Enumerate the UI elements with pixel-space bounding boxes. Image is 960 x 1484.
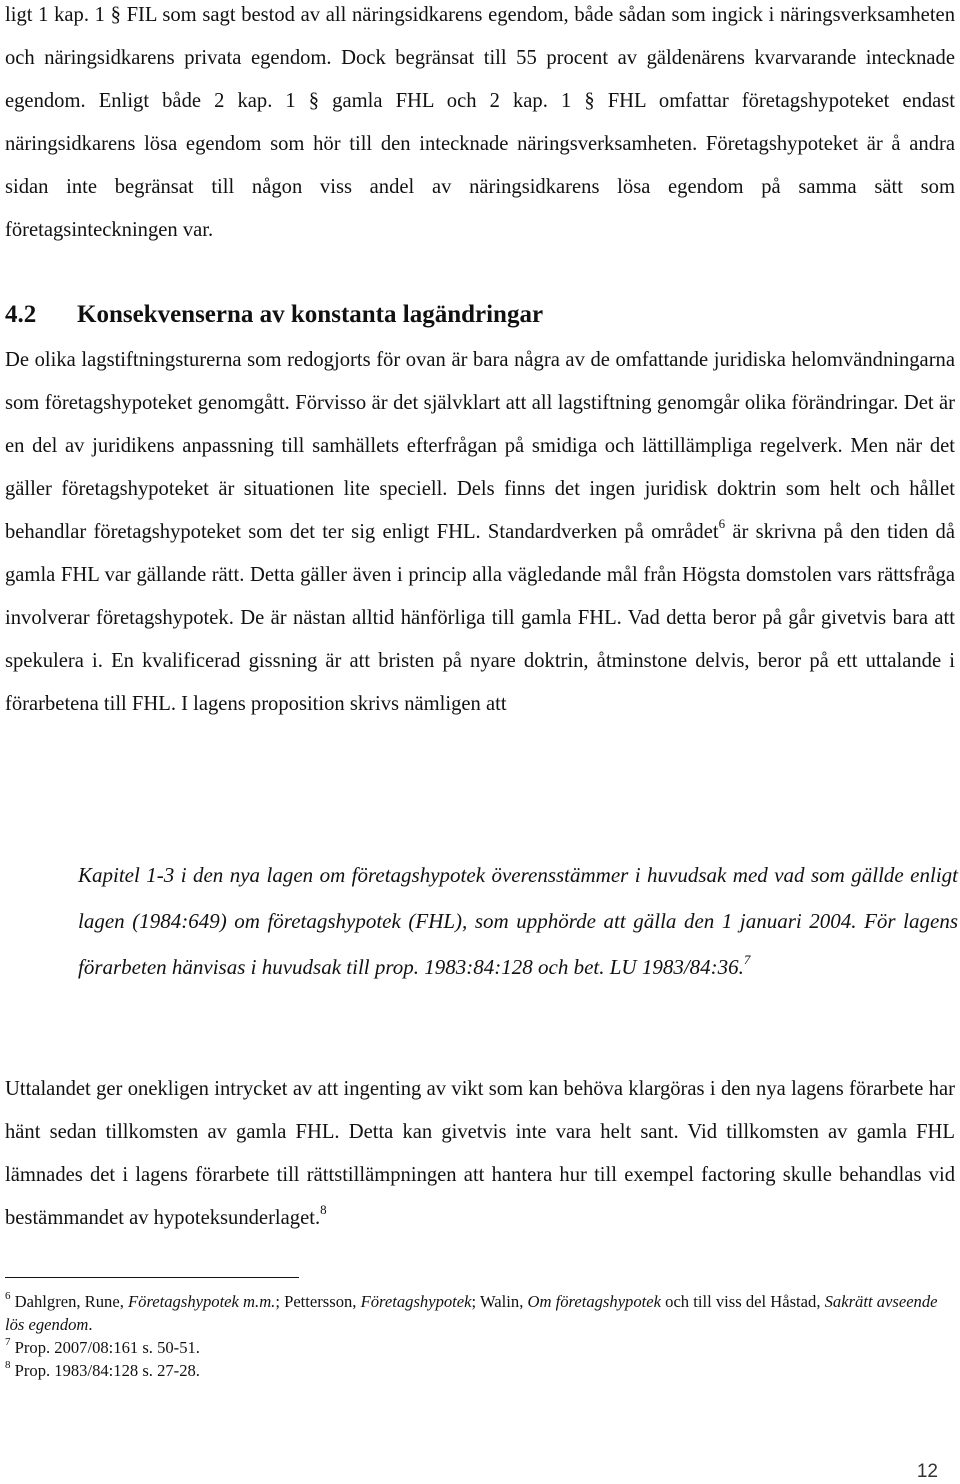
footnote-number: 8 [5, 1359, 11, 1372]
footnote-reference[interactable]: 6 [718, 516, 726, 532]
footnote-6 [5, 1290, 955, 1336]
paragraph-text: Uttalandet ger onekligen intrycket av att ingenting av vikt som kan behöva klargöras i den nya lagens förarbete har hänt sedan tillkomsten av gamla FHL. Detta kan givetvis inte vara helt sant. Vid tillkomsten av gamla FHL lämnades det i lagens förarbete till rättstillämpningen att hantera hur till exempel factoring skulle behandlas vid bestämmandet av hypoteksunderlaget. [5, 1078, 955, 1229]
section-number: 4.2 [5, 301, 37, 328]
footnote-number: 6 [5, 1290, 11, 1303]
block-quote [78, 852, 958, 990]
footnote-title: Företagshypotek m.m. [128, 1292, 276, 1311]
footnote-text: ; Walin, [471, 1292, 528, 1311]
footnote-8 [5, 1359, 955, 1382]
footnote-text: Dahlgren, Rune, [10, 1292, 129, 1311]
section-title: Konsekvenserna av konstanta lagändringar [77, 301, 544, 328]
footnote-7 [5, 1336, 955, 1359]
paragraph-text: är skrivna på den tiden då gamla FHL var gällande rätt. Detta gäller även i princip alla vägledande mål från Högsta domstolen vars rättsfråga involverar företagshypotek. De är nästan alltid hänförliga till gamla FHL. Vad detta beror på går givetvis bara att spekulera i. En kvalificerad gissning är att bristen på nyare doktrin, åtminstone delvis, beror på ett uttalande i förarbetena till FHL. I lagens proposition skrivs nämligen att [5, 521, 955, 715]
footnote-text: och till viss del Håstad, [661, 1292, 825, 1311]
footnote-title: Sakrätt avseende lös egendom [5, 1292, 938, 1334]
footnote-number: 7 [5, 1336, 11, 1349]
page-number: 12 [916, 1461, 938, 1482]
footnote-title: Om företagshypotek [527, 1292, 661, 1311]
footnote-text: . [88, 1315, 93, 1334]
footnotes [5, 1290, 955, 1382]
section-heading [5, 293, 955, 336]
paragraph-text: De olika lagstiftningsturerna som redogjorts för ovan är bara några av de omfattande juridiska helomvändningarna som företagshypoteket genomgått. Förvisso är det självklart att all lagstiftning genomgår olika förändringar. Det är en del av juridikens anpassning till samhällets efterfrågan på smidiga och lättillämpliga regelverk. Men när det gäller företagshypoteket är situationen lite speciell. Dels finns det ingen juridisk doktrin som helt och hållet behandlar företagshypoteket som det ter sig enligt FHL. Standardverken på området [5, 349, 955, 543]
footnote-text: Prop. 1983/84:128 s. 27-28. [10, 1361, 200, 1380]
footnote-title: Företagshypotek [360, 1292, 472, 1311]
body-paragraph [5, 1068, 955, 1240]
footnote-text: Prop. 2007/08:161 s. 50-51. [10, 1338, 200, 1357]
footnote-divider [5, 1277, 299, 1278]
body-paragraph [5, 339, 955, 726]
footnote-text: ; Pettersson, [275, 1292, 361, 1311]
footnote-reference[interactable]: 8 [320, 1202, 327, 1218]
body-paragraph: ligt 1 kap. 1 § FIL som sagt bestod av all näringsidkarens egendom, både sådan som ingick i näringsverksamheten och näringsidkarens privata egendom. Dock begränsat till 55 procent av gäldenärens kvarvarande intecknade egendom. Enligt både 2 kap. 1 § gamla FHL och 2 kap. 1 § FHL omfattar företagshypoteket endast näringsidkarens lösa egendom som hör till den intecknade näringsverksamheten. Företagshypoteket är å andra sidan inte begränsat till någon viss andel av näringsidkarens lösa egendom på samma sätt som företagsinteckningen var. [5, 4, 955, 241]
quote-text: Kapitel 1-3 i den nya lagen om företagshypotek överensstämmer i huvudsak med vad som gällde enligt lagen (1984:649) om företagshypotek (FHL), som upphörde att gälla den 1 januari 2004. För lagens förarbeten hänvisas i huvudsak till prop. 1983:84:128 och bet. LU 1983/84:36. [78, 863, 958, 979]
footnote-reference[interactable]: 7 [743, 952, 751, 967]
